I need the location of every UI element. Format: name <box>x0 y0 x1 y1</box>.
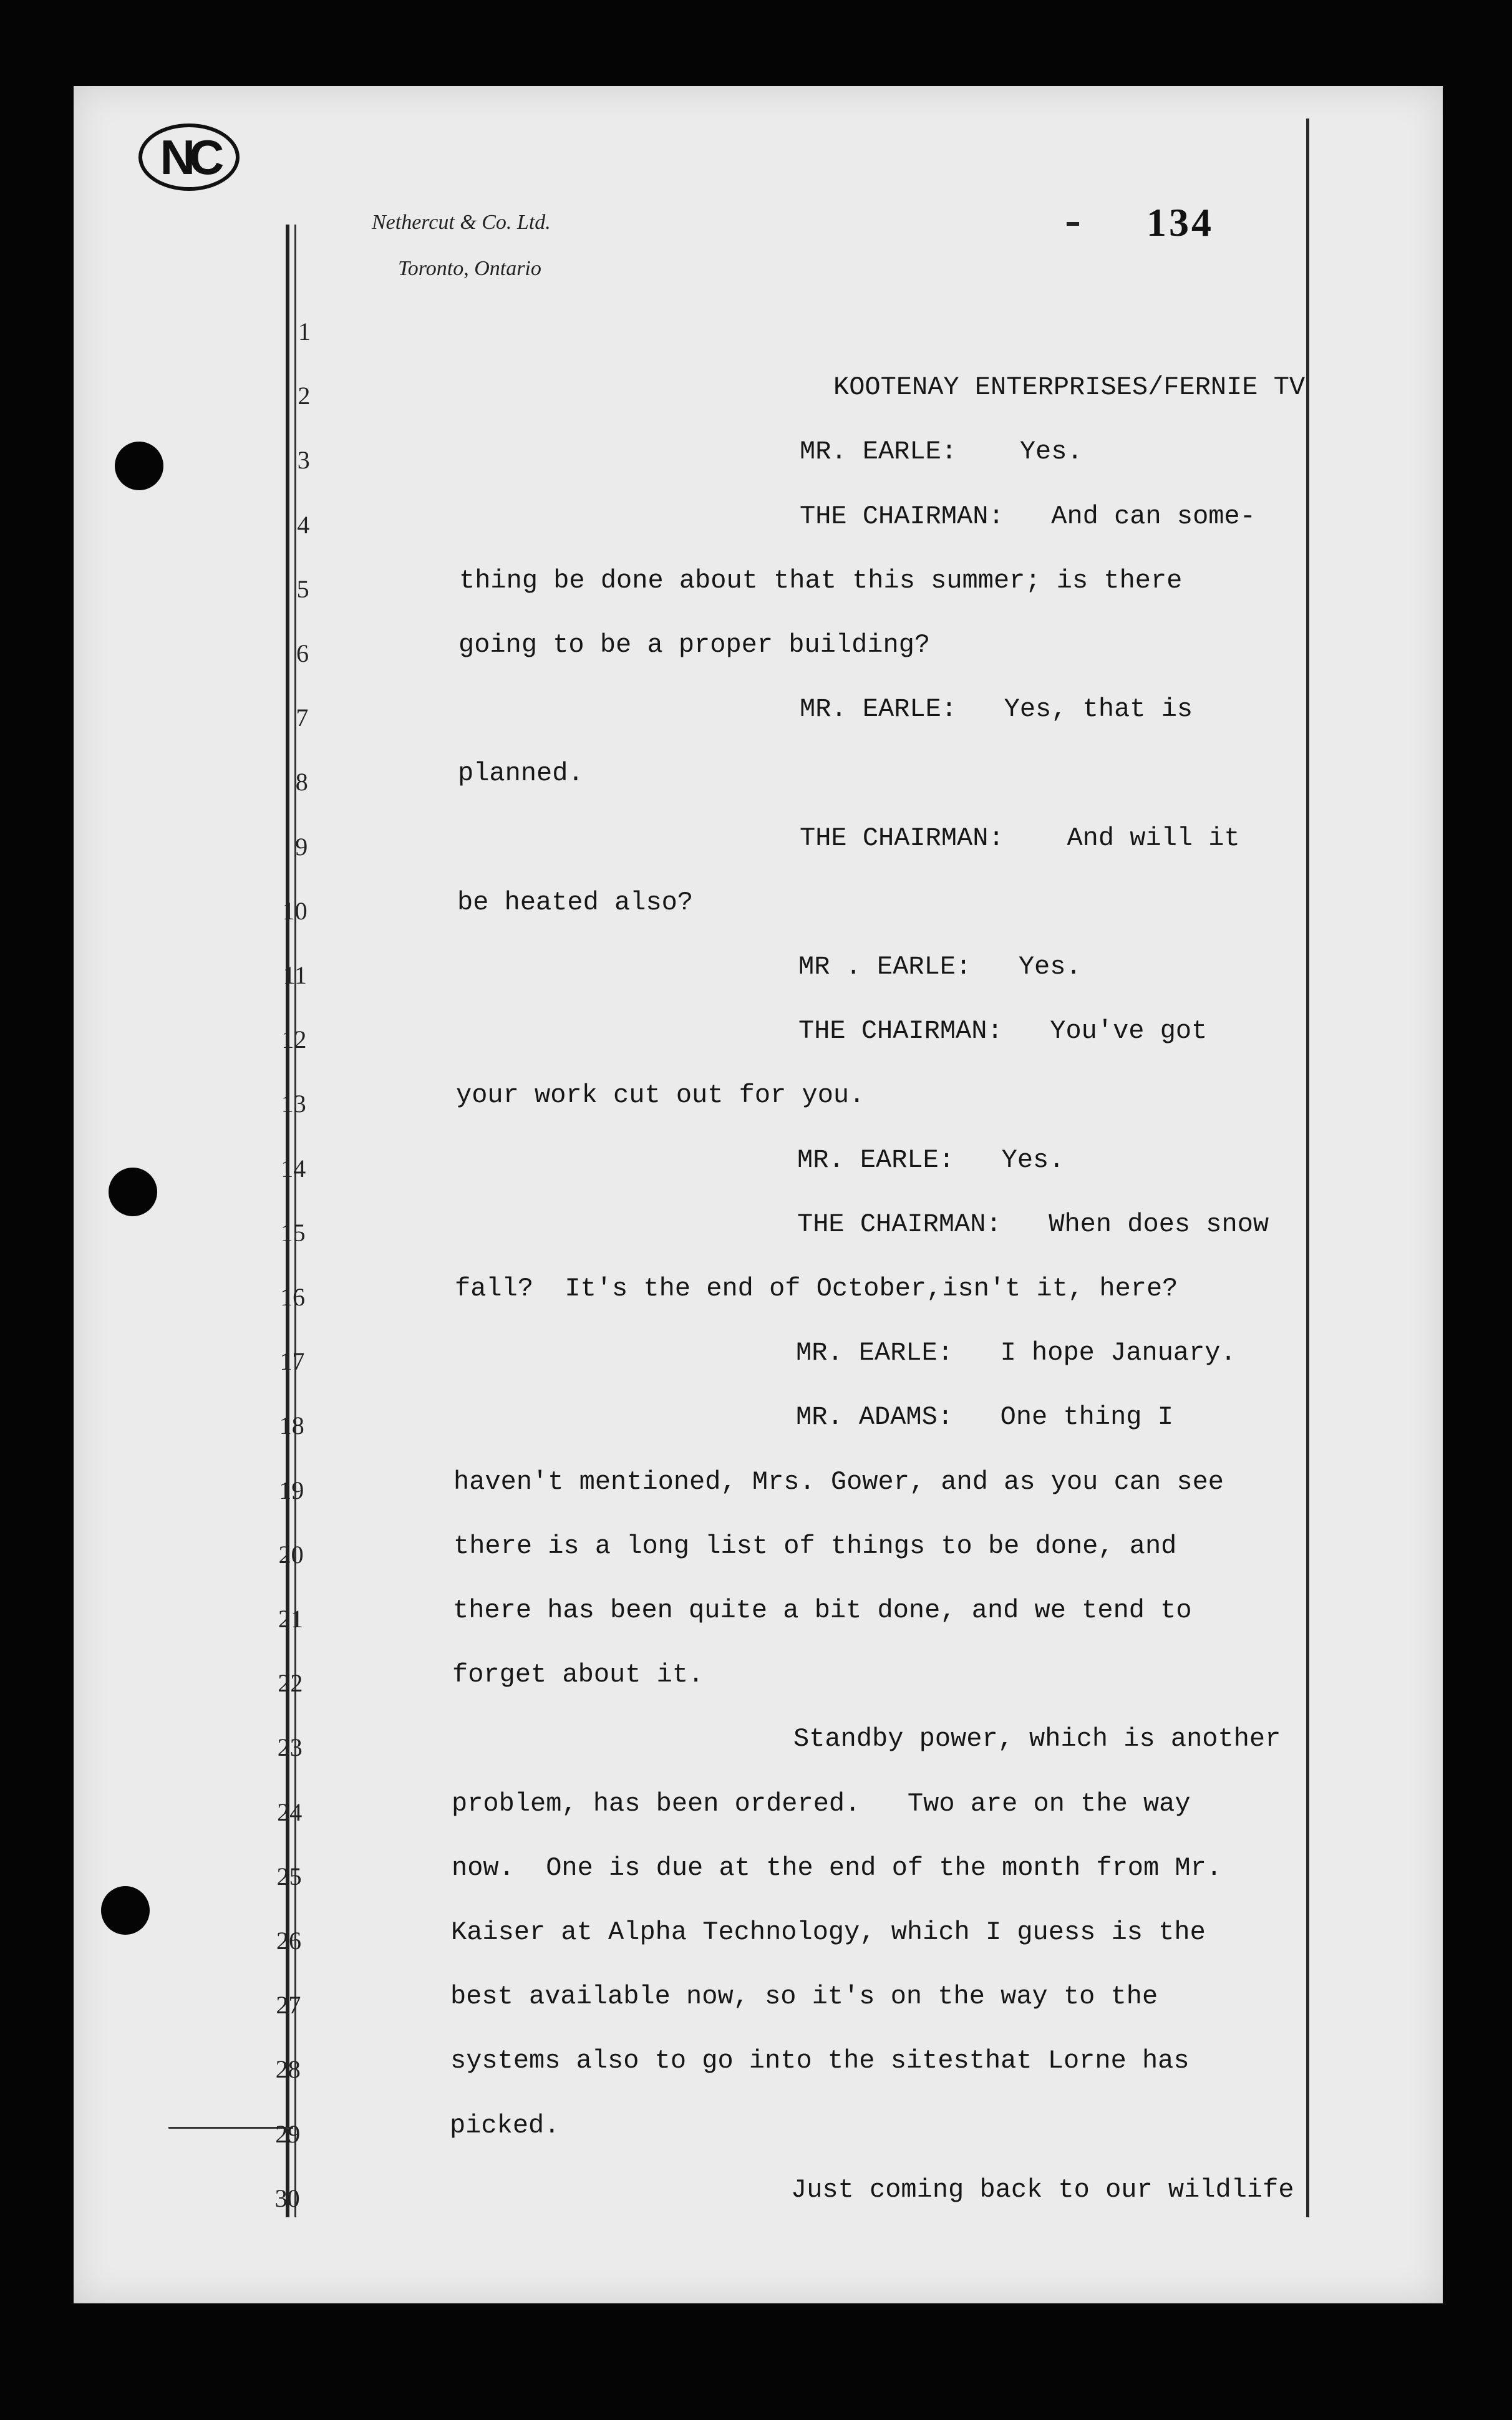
line-number: 14 <box>281 1154 306 1183</box>
transcript-line: THE CHAIRMAN: And can some- <box>800 501 1256 531</box>
transcript-line: be heated also? <box>457 887 694 917</box>
punch-hole-top <box>115 442 163 490</box>
transcript-line: MR. EARLE: Yes, that is <box>800 694 1193 725</box>
page-number: 134 <box>1146 200 1214 244</box>
transcript-line: THE CHAIRMAN: When does snow <box>797 1209 1269 1239</box>
logo-text: NC <box>160 129 218 185</box>
line-number: 23 <box>277 1733 303 1762</box>
transcript-line: forget about it. <box>452 1660 704 1690</box>
line-number: 11 <box>283 961 307 989</box>
transcript-line: Just coming back to our wildlife <box>791 2174 1294 2205</box>
line-number: 12 <box>281 1025 307 1054</box>
line-number: 27 <box>276 1991 301 2020</box>
transcript-page <box>74 86 1443 2303</box>
right-margin-rule <box>1306 119 1309 2217</box>
line-number: 3 <box>297 446 310 475</box>
transcript-line: going to be a proper building? <box>458 630 931 660</box>
transcript-line: MR . EARLE: Yes. <box>798 952 1082 982</box>
transcript-line: MR. EARLE: Yes. <box>800 437 1083 467</box>
transcript-line: fall? It's the end of October,isn't it, here? <box>455 1274 1178 1304</box>
company-logo <box>138 123 240 191</box>
line-number: 20 <box>278 1540 304 1569</box>
transcript-line: best available now, so it's on the way to the <box>450 1982 1158 2012</box>
line-number: 7 <box>296 704 309 732</box>
line-number: 18 <box>279 1411 304 1440</box>
transcript-line: THE CHAIRMAN: And will it <box>800 823 1240 853</box>
transcript-line: haven't mentioned, Mrs. Gower, and as you can see <box>453 1466 1224 1497</box>
transcript-line: Kaiser at Alpha Technology, which I guess is the <box>451 1917 1206 1947</box>
transcript-line: planned. <box>458 758 584 789</box>
line-number: 30 <box>274 2184 300 2212</box>
line-number: 24 <box>277 1798 303 1826</box>
transcript-line: systems also to go into the sitesthat Lorne has <box>450 2046 1190 2076</box>
transcript-line: thing be done about that this summer; is there <box>459 565 1183 596</box>
transcript-line: MR. EARLE: Yes. <box>797 1145 1065 1175</box>
line-number: 5 <box>296 574 309 603</box>
punch-hole-middle <box>109 1168 157 1216</box>
transcript-line: your work cut out for you. <box>456 1080 865 1111</box>
line-number: 4 <box>297 510 310 539</box>
company-name: Nethercut & Co. Ltd. <box>372 211 551 234</box>
line-number: 15 <box>280 1218 306 1247</box>
transcript-line: there is a long list of things to be done, and <box>453 1531 1177 1561</box>
line-number: 1 <box>298 317 311 346</box>
line-number: 6 <box>296 639 309 667</box>
transcript-line: THE CHAIRMAN: You've got <box>798 1016 1208 1047</box>
transcript-line: problem, has been ordered. Two are on the way <box>452 1788 1191 1819</box>
line-number: 26 <box>276 1927 301 1955</box>
company-location: Toronto, Ontario <box>398 257 541 280</box>
line-number: 19 <box>279 1476 304 1504</box>
line-number: 25 <box>276 1862 302 1890</box>
line-number: 22 <box>278 1669 303 1698</box>
transcript-line: MR. EARLE: I hope January. <box>796 1338 1236 1368</box>
line-number: 13 <box>281 1090 306 1118</box>
line-number: 2 <box>298 382 311 410</box>
transcript-line: picked. <box>450 2110 560 2141</box>
line-number: 10 <box>282 896 308 925</box>
dash-mark <box>1067 222 1079 226</box>
transcript-line: now. One is due at the end of the month from Mr. <box>452 1852 1223 1883</box>
punch-hole-bottom <box>101 1886 150 1935</box>
line-number: 9 <box>295 832 308 861</box>
line-number: 29 <box>275 2119 301 2148</box>
line-number: 21 <box>278 1605 303 1633</box>
transcript-line: MR. ADAMS: One thing I <box>796 1402 1173 1433</box>
line-number: 28 <box>275 2055 301 2084</box>
line-number: 8 <box>295 768 308 796</box>
line-number: 17 <box>279 1347 305 1376</box>
transcript-line: there has been quite a bit done, and we tend to <box>453 1595 1192 1625</box>
transcript-line: Standby power, which is another <box>793 1724 1281 1754</box>
transcript-line: KOOTENAY ENTERPRISES/FERNIE TV <box>833 372 1306 403</box>
line-number: 16 <box>280 1283 305 1311</box>
